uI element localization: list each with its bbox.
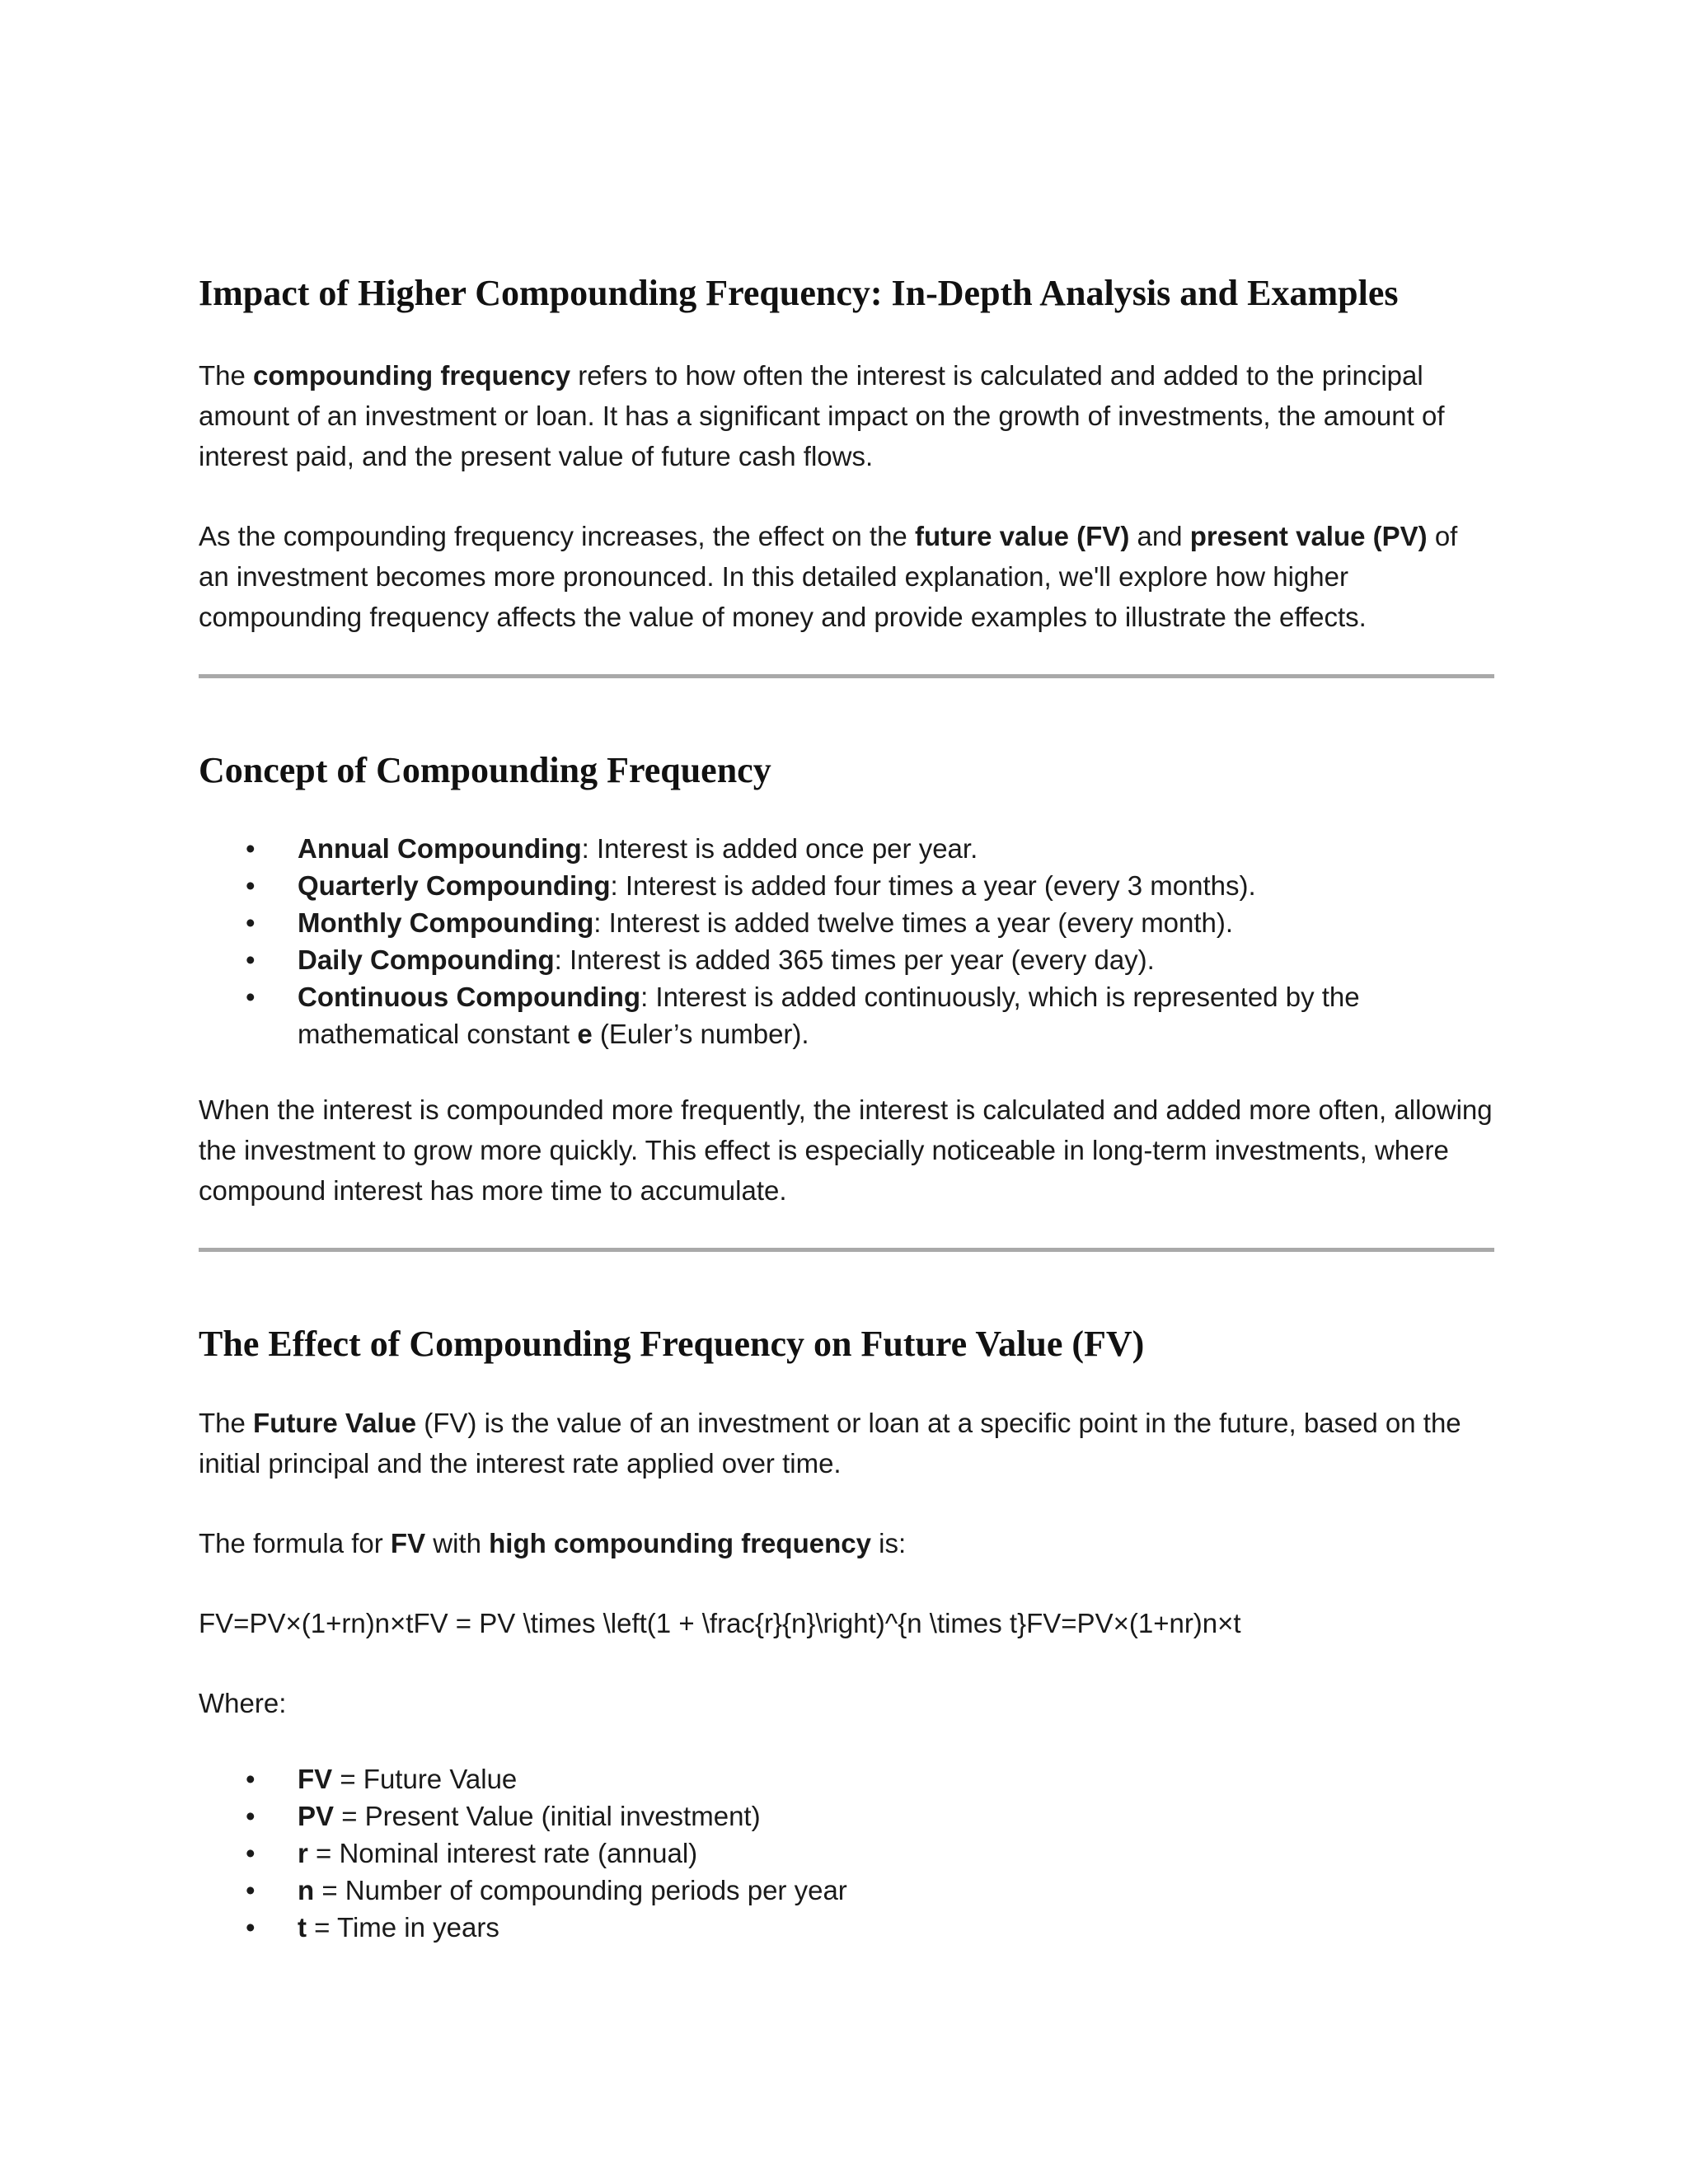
variable-symbol: n [298, 1875, 315, 1906]
concept-paragraph: When the interest is compounded more frequently, the interest is calculated and added more often, allowing the investment to grow more quickly. This effect is especially noticeable in long-term investments, where compound interest has more time to accumulate. [199, 1094, 1493, 1206]
fv-p1-bold: Future Value [253, 1408, 417, 1439]
bullet-icon: • [246, 981, 256, 1012]
list-item-term: Annual Compounding [298, 832, 582, 864]
bullet-icon: • [246, 1801, 256, 1832]
list-item [199, 941, 1494, 978]
euler-constant: e [577, 1018, 593, 1049]
intro-p2-pre: As the compounding frequency increases, the effect on the [199, 520, 915, 551]
variable-desc: = Time in years [307, 1912, 499, 1943]
fv-paragraph-1 [199, 1403, 1494, 1483]
intro-p2-post: of an investment becomes more pronounced. In this detailed explanation, we'll explore how higher compounding frequency affects the value of money and provide examples to illustrate the effects. [199, 520, 1458, 632]
intro-p2-mid: and [1129, 520, 1190, 551]
bullet-icon: • [246, 869, 256, 901]
fv-p1-post: (FV) is the value of an investment or loan at a specific point in the future, based on the initial principal and the interest rate applied over time. [199, 1408, 1461, 1479]
variable-symbol: FV [298, 1764, 333, 1795]
fv-formula: FV=PV×(1+rn)n×tFV = PV \times \left(1 + \frac{r}{n}\right)^{n \times t}FV=PV×(1+nr)n×t [199, 1608, 1241, 1639]
list-item [199, 1909, 1494, 1946]
intro-p1-post: refers to how often the interest is calculated and added to the principal amount of an investment or loan. It has a significant impact on the growth of investments, the amount of interest paid, and the present value of future cash flows. [199, 359, 1445, 471]
list-item-desc: : Interest is added continuously, which is represented by the mathematical constant [298, 981, 1360, 1049]
variable-desc: = Present Value (initial investment) [334, 1801, 761, 1832]
document-page [199, 272, 1494, 1946]
list-item-desc: : Interest is added twelve times a year (every month). [593, 907, 1234, 938]
list-item [199, 1760, 1494, 1797]
list-item-desc: : Interest is added 365 times per year (every day). [554, 944, 1155, 975]
bullet-icon: • [246, 907, 256, 938]
list-item [199, 904, 1494, 941]
list-item [199, 867, 1494, 904]
fv-p2-bold-frequency: high compounding frequency [489, 1528, 871, 1559]
intro-p1-pre: The [199, 359, 254, 391]
list-item-term: Daily Compounding [298, 944, 555, 975]
list-item [199, 1835, 1494, 1872]
document-title: Impact of Higher Compounding Frequency: In-Depth Analysis and Examples [199, 273, 1399, 313]
list-item-term: Continuous Compounding [298, 981, 641, 1012]
bullet-icon: • [246, 944, 256, 975]
intro-paragraph-2 [199, 516, 1494, 637]
section-heading-future-value: The Effect of Compounding Frequency on Future Value (FV) [199, 1323, 1145, 1364]
variable-symbol: r [298, 1838, 308, 1869]
list-item-desc: : Interest is added four times a year (every 3 months). [610, 869, 1256, 901]
list-item [199, 830, 1494, 867]
list-item-term: Quarterly Compounding [298, 869, 611, 901]
fv-paragraph-2 [199, 1523, 1494, 1563]
bullet-icon: • [246, 1875, 256, 1906]
bullet-icon: • [246, 832, 256, 864]
fv-p2-post: is: [870, 1528, 907, 1559]
section-heading-concept: Concept of Compounding Frequency [199, 749, 771, 790]
bullet-icon: • [246, 1764, 256, 1795]
list-item [199, 1872, 1494, 1909]
variable-desc: = Future Value [332, 1764, 518, 1795]
list-item [199, 978, 1494, 1052]
fv-p2-pre: The formula for [199, 1528, 391, 1559]
where-label: Where: [199, 1688, 287, 1719]
variable-desc: = Nominal interest rate (annual) [307, 1838, 698, 1869]
fv-p2-mid: with [425, 1528, 490, 1559]
bullet-icon: • [246, 1912, 256, 1943]
fv-p2-bold-fv: FV [390, 1528, 426, 1559]
intro-paragraph-1 [199, 355, 1494, 476]
intro-p2-bold-fv: future value (FV) [914, 520, 1130, 551]
variable-list [199, 1760, 1494, 1946]
fv-p1-pre: The [199, 1408, 254, 1439]
variable-symbol: PV [298, 1801, 335, 1832]
frequency-list [199, 830, 1494, 1052]
intro-p2-bold-pv: present value (PV) [1189, 520, 1428, 551]
intro-p1-bold: compounding frequency [253, 359, 571, 391]
list-item-tail: (Euler’s number). [592, 1018, 809, 1049]
list-item-desc: : Interest is added once per year. [581, 832, 978, 864]
variable-desc: = Number of compounding periods per year [314, 1875, 847, 1906]
list-item-term: Monthly Compounding [298, 907, 594, 938]
list-item [199, 1797, 1494, 1835]
variable-symbol: t [298, 1912, 307, 1943]
bullet-icon: • [246, 1838, 256, 1869]
